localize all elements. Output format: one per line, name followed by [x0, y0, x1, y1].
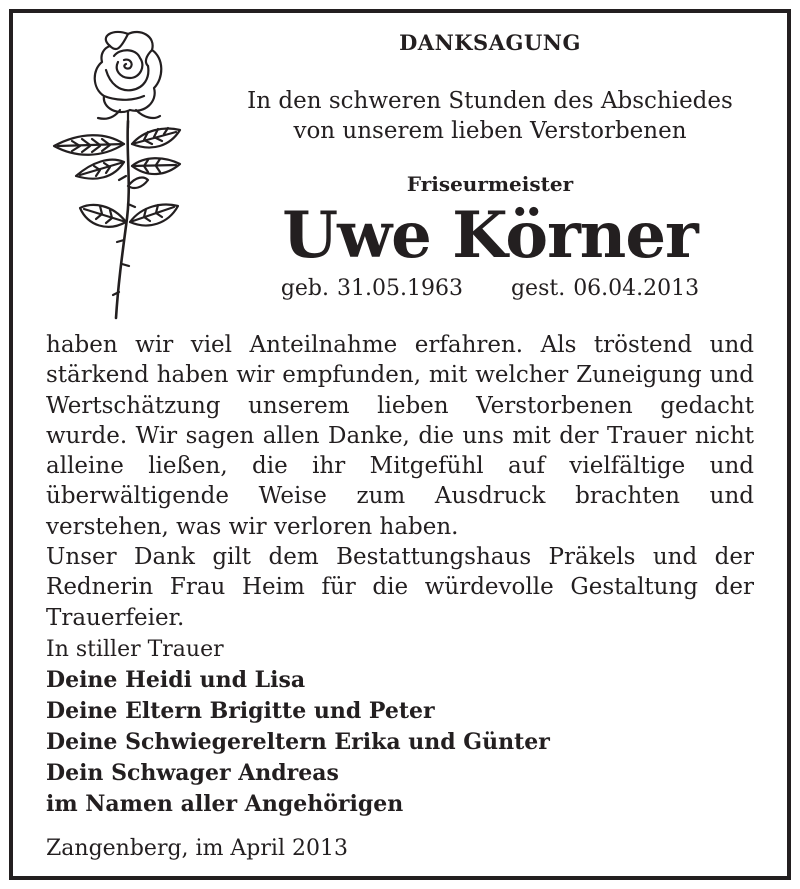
thanks-paragraph-2: Unser Dank gilt dem Bestattungshaus Präkels und der Rednerin Frau Heim für die würdevolle Gestaltung der Trauerfeier.: [46, 544, 754, 631]
notice-title: DANKSAGUNG: [399, 30, 581, 55]
mourner-5: im Namen aller Angehörigen: [46, 791, 404, 817]
place-date: Zangenberg, im April 2013: [46, 836, 348, 861]
intro-line-2: von unserem lieben Verstorbenen: [293, 118, 687, 144]
mourning-intro: In stiller Trauer: [46, 637, 224, 662]
thanks-paragraph-1: haben wir viel Anteilnahme erfahren. Als tröstend und stärkend haben wir empfunden, mit welcher Zuneigung und Wertschätzung unserem lieben Verstorbenen gedacht wurde. Wir sagen allen Danke, die uns mit der Trauer nicht alleine ließen, die ihr Mitgefühl auf vielfältige und überwältigende Weise zum Ausdruck brachten und verstehen, was wir verloren haben.: [46, 332, 754, 540]
deceased-name: Uwe Körner: [282, 198, 698, 273]
intro-text: [210, 86, 770, 146]
signoff: [46, 634, 550, 820]
thanks-body: [46, 330, 754, 633]
intro-line-1: In den schweren Stunden des Abschiedes: [247, 88, 733, 114]
life-dates: [210, 276, 770, 301]
mourner-3: Deine Schwiegereltern Erika und Günter: [46, 729, 550, 755]
rose-icon: [40, 26, 200, 326]
birth-date: geb. 31.05.1963: [280, 276, 463, 301]
mourner-2: Deine Eltern Brigitte und Peter: [46, 698, 435, 724]
profession: Friseurmeister: [406, 172, 574, 196]
death-date: gest. 06.04.2013: [510, 276, 700, 301]
mourner-4: Dein Schwager Andreas: [46, 760, 339, 786]
mourner-1: Deine Heidi und Lisa: [46, 667, 306, 693]
